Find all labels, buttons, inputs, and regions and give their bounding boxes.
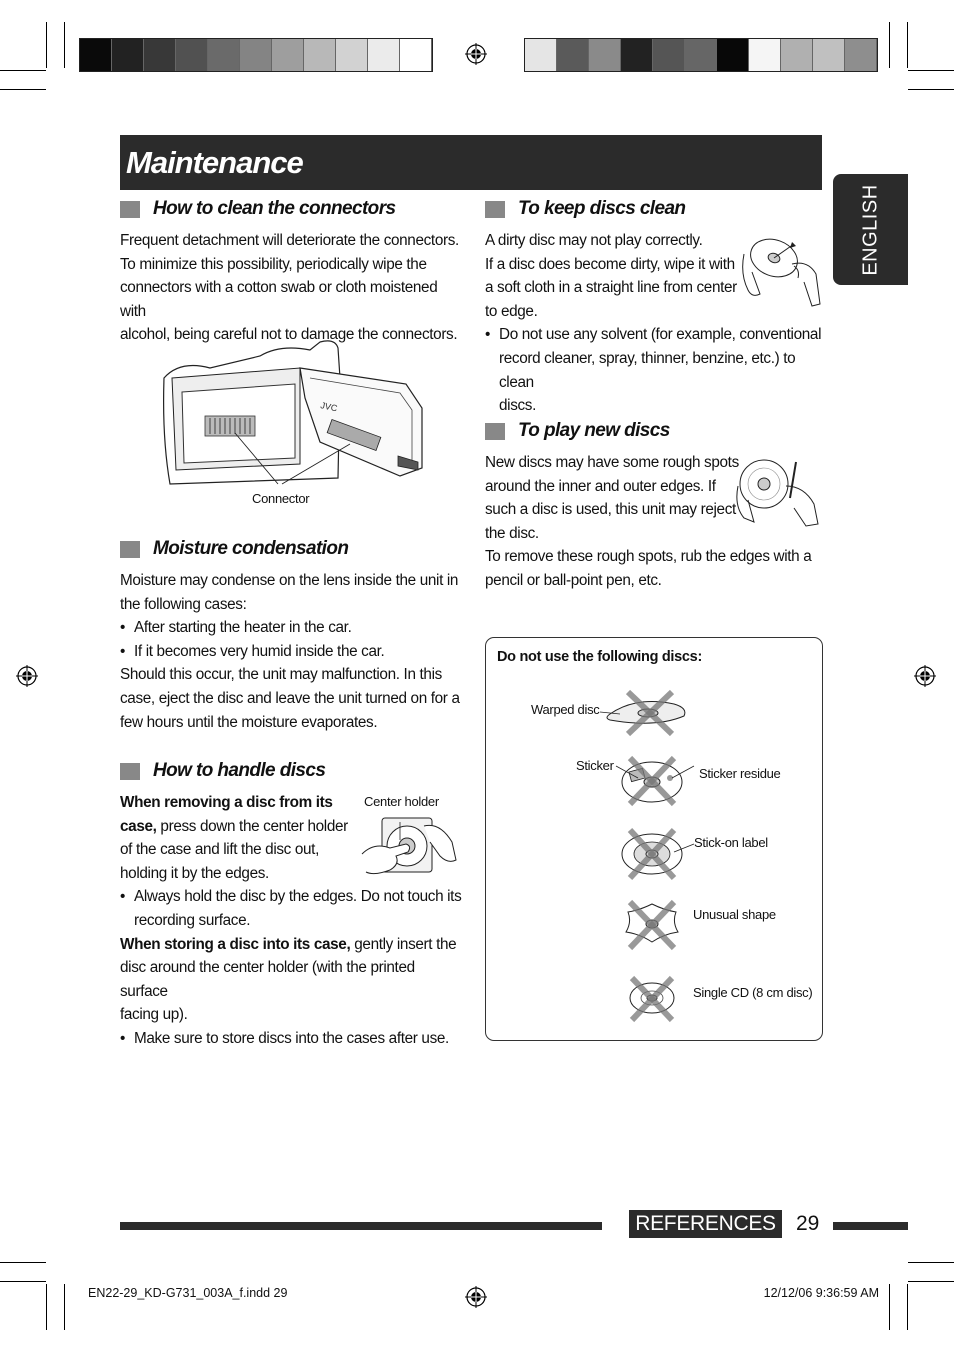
color-swatch	[176, 39, 208, 71]
text-line: To remove these rough spots, rub the edges with a	[485, 548, 812, 566]
title-bar	[120, 135, 822, 190]
bullet-item: • If it becomes very humid inside the car.	[120, 640, 460, 664]
section-heading-newdiscs	[485, 420, 670, 442]
text-line: alcohol, being careful not to damage the connectors.	[120, 326, 458, 344]
text-line: a soft cloth in a straight line from center	[485, 279, 737, 297]
stick-on-label-disc-icon	[622, 830, 682, 878]
color-swatch	[589, 39, 621, 71]
registration-mark-icon	[16, 665, 38, 687]
language-tab	[833, 174, 908, 285]
svg-text:JVC: JVC	[319, 400, 339, 414]
section-heading-connectors	[120, 198, 395, 220]
heading-text: How to handle discs	[153, 760, 326, 781]
registration-mark-icon	[465, 1286, 487, 1308]
do-not-use-heading: Do not use the following discs:	[497, 649, 702, 665]
color-swatch	[621, 39, 653, 71]
section-label: REFERENCES	[629, 1210, 782, 1238]
color-calibration-bar-right	[524, 38, 878, 72]
text-line: To minimize this possibility, periodically wipe the	[120, 255, 427, 273]
heading-square-icon	[120, 763, 140, 780]
bold-text: When storing a disc into its case,	[120, 935, 351, 953]
color-swatch	[525, 39, 557, 71]
crop-mark	[0, 1281, 46, 1282]
text-line	[120, 815, 465, 839]
warped-disc-icon	[607, 692, 685, 734]
moisture-text	[120, 569, 460, 734]
color-swatch	[240, 39, 272, 71]
footer-rule-left	[120, 1222, 602, 1230]
newdiscs-text	[485, 451, 830, 593]
registration-mark-icon	[465, 43, 487, 65]
single-cd-disc-icon	[630, 978, 674, 1020]
text-line: facing up).	[120, 1006, 188, 1024]
bullet-item: • Always hold the disc by the edges. Do not touch its	[120, 885, 465, 909]
text-line: Frequent detachment will deteriorate the connectors.	[120, 232, 459, 249]
text-line: A dirty disc may not play correctly.	[485, 232, 703, 249]
warped-disc-label: Warped disc	[531, 702, 600, 717]
color-swatch	[749, 39, 781, 71]
color-swatch	[813, 39, 845, 71]
color-swatch	[400, 39, 432, 71]
bad-discs-illustration	[596, 686, 696, 1026]
bullet-text: discs.	[499, 397, 537, 415]
bullet-item: • Make sure to store discs into the cases after use.	[120, 1027, 465, 1051]
text-span: press down the center holder	[156, 817, 348, 835]
section-heading-handle	[120, 760, 325, 782]
heading-text: How to clean the connectors	[153, 198, 396, 219]
sticker-label: Sticker	[576, 758, 614, 773]
bullet-text: After starting the heater in the car.	[134, 619, 352, 637]
color-swatch	[685, 39, 717, 71]
bullet-text: record cleaner, spray, thinner, benzine, etc.) to clean	[499, 349, 796, 391]
crop-mark	[908, 70, 954, 71]
footer-rule-right	[833, 1222, 908, 1230]
crop-mark	[64, 22, 65, 68]
color-swatch	[717, 39, 749, 71]
color-swatch	[557, 39, 589, 71]
heading-text: To keep discs clean	[518, 198, 686, 219]
bullet-text: If it becomes very humid inside the car.	[134, 642, 385, 660]
color-calibration-bar-left	[79, 38, 433, 72]
single-cd-label: Single CD (8 cm disc)	[693, 985, 813, 1000]
text-line	[120, 933, 465, 957]
timestamp: 12/12/06 9:36:59 AM	[763, 1286, 879, 1300]
bullet-text: Do not use any solvent (for example, conventional	[499, 326, 822, 344]
file-slug: EN22-29_KD-G731_003A_f.indd 29	[88, 1286, 288, 1300]
text-line: the disc.	[485, 524, 539, 542]
color-swatch	[845, 39, 877, 71]
center-holder-caption: Center holder	[364, 794, 439, 809]
stick-on-label-label: Stick-on label	[694, 835, 768, 850]
bullet-item: • Do not use any solvent (for example, conventional	[485, 323, 830, 347]
color-swatch	[112, 39, 144, 71]
bullet-text: Make sure to store discs into the cases after use.	[134, 1029, 449, 1047]
crop-mark	[64, 1284, 65, 1330]
crop-mark	[0, 70, 46, 71]
crop-mark	[908, 1281, 954, 1282]
text-line: around the inner and outer edges. If	[485, 477, 716, 495]
bullet-text: Always hold the disc by the edges. Do not touch its	[134, 888, 462, 906]
heading-text: To play new discs	[518, 420, 670, 441]
color-swatch	[272, 39, 304, 71]
heading-square-icon	[485, 201, 505, 218]
text-line: Moisture may condense on the lens inside the unit in	[120, 572, 459, 589]
heading-square-icon	[120, 201, 140, 218]
color-swatch	[368, 39, 400, 71]
text-line: pencil or ball-point pen, etc.	[485, 571, 662, 589]
registration-mark-icon	[914, 665, 936, 687]
heading-square-icon	[120, 541, 140, 558]
color-swatch	[144, 39, 176, 71]
section-heading-moisture	[120, 538, 348, 560]
sticker-disc-icon	[622, 758, 682, 804]
crop-mark	[46, 22, 47, 68]
color-swatch	[304, 39, 336, 71]
connector-caption: Connector	[252, 491, 310, 506]
text-line: connectors with a cotton swab or cloth moistened with	[120, 279, 438, 320]
crop-mark	[0, 1262, 46, 1263]
color-swatch	[336, 39, 368, 71]
text-line: disc around the center holder (with the printed surface	[120, 959, 415, 1000]
color-swatch	[653, 39, 685, 71]
page-title: Maintenance	[126, 145, 303, 180]
connectors-text	[120, 229, 460, 347]
bold-text: case,	[120, 817, 157, 835]
color-swatch	[80, 39, 112, 71]
text-line: New discs may have some rough spots	[485, 454, 739, 471]
section-heading-clean	[485, 198, 685, 220]
bullet-item	[120, 909, 465, 933]
handle-text	[120, 791, 465, 1051]
crop-mark	[908, 1262, 954, 1263]
bullet-text: recording surface.	[134, 911, 251, 929]
sticker-residue-label: Sticker residue	[699, 766, 781, 781]
bullet-item: • After starting the heater in the car.	[120, 616, 460, 640]
color-swatch	[781, 39, 813, 71]
heading-square-icon	[485, 423, 505, 440]
language-tab-label: ENGLISH	[859, 183, 881, 276]
text-line: case, eject the disc and leave the unit turned on for a	[120, 689, 460, 707]
text-line: Should this occur, the unit may malfunction. In this	[120, 666, 442, 684]
text-line: of the case and lift the disc out,	[120, 841, 319, 859]
text-line: If a disc does become dirty, wipe it with	[485, 255, 735, 273]
text-line	[120, 791, 465, 815]
page-number: 29	[796, 1212, 820, 1235]
bullet-item	[485, 347, 830, 394]
color-swatch	[208, 39, 240, 71]
unusual-shape-disc-icon	[626, 902, 678, 948]
crop-mark	[907, 1284, 908, 1330]
crop-mark	[889, 22, 890, 68]
text-line: the following cases:	[120, 595, 247, 613]
text-line: to edge.	[485, 302, 538, 320]
heading-text: Moisture condensation	[153, 538, 349, 559]
text-line: holding it by the edges.	[120, 864, 269, 882]
bold-text: When removing a disc from its	[120, 794, 333, 811]
crop-mark	[889, 1284, 890, 1330]
text-span: gently insert the	[350, 935, 457, 953]
unusual-shape-label: Unusual shape	[693, 907, 776, 922]
crop-mark	[46, 1284, 47, 1330]
text-line: few hours until the moisture evaporates.	[120, 713, 378, 731]
connector-illustration	[160, 338, 440, 490]
crop-mark	[908, 89, 954, 90]
bullet-item	[485, 394, 830, 418]
crop-mark	[0, 89, 46, 90]
text-line: such a disc is used, this unit may reject	[485, 501, 736, 519]
crop-mark	[907, 22, 908, 68]
clean-text	[485, 229, 830, 418]
